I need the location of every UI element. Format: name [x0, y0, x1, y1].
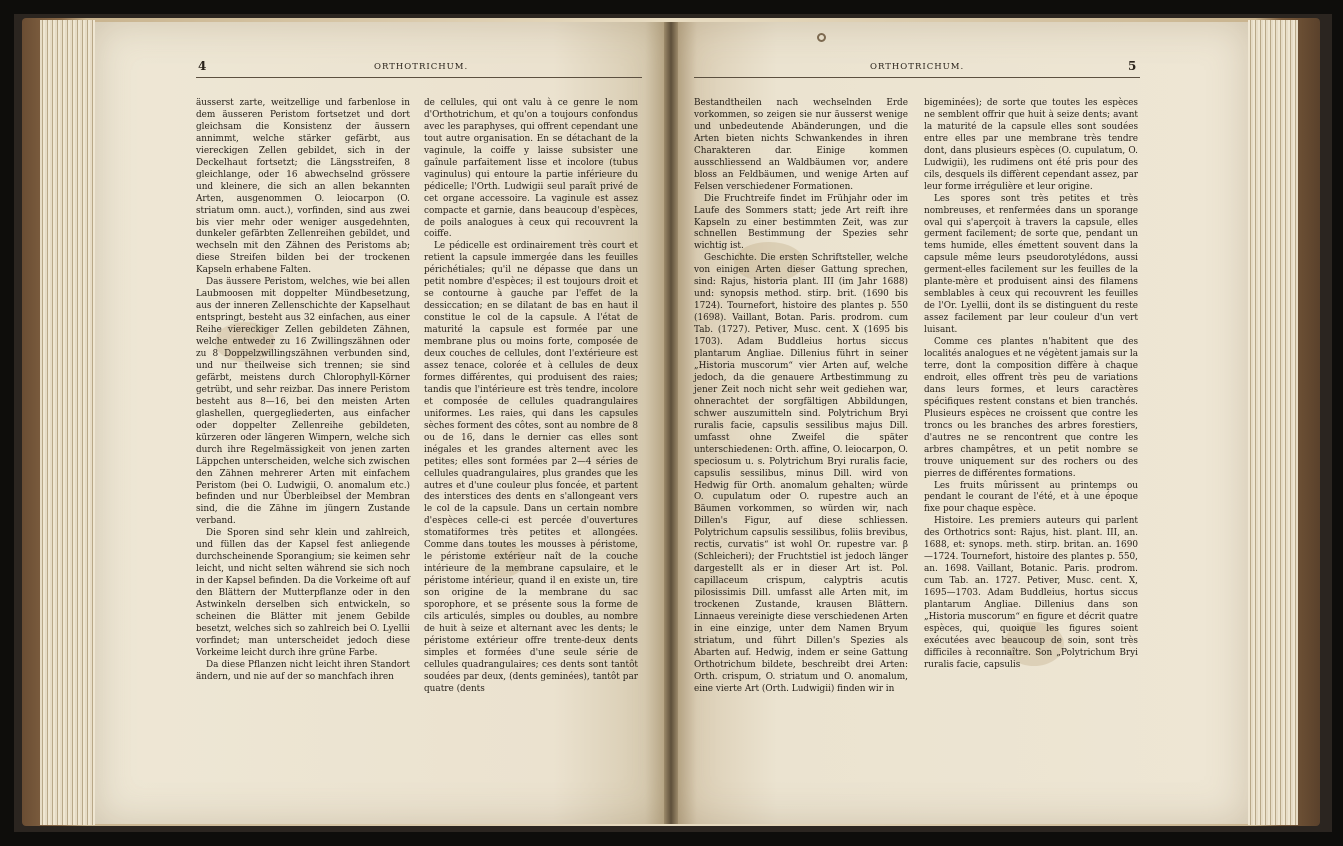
paragraph: de cellules, qui ont valu à ce genre le nom d'Orthotrichum, et qu'on a toujours confondus avec les paraphyses, qui offrent cependant une tout autre organisation. En se détachant de la vaginule, la coiffe y laisse subsister une gaînule parfaitement lisse et incolore (tubus vaginulus) qui entoure la partie inférieure du pédicelle; l'Orth. Ludwigii seul paraît privé de cet organe accessoire. La vaginule est assez compacte et garnie, dans beaucoup d'espèces, de poils analogues à ceux qui recouvrent la coiffe. — [424, 98, 638, 240]
paragraph: Das äussere Peristom, welches, wie bei allen Laubmoosen mit doppelter Mündbesetzung, aus der inneren Zellenschichte der Kapselhaut entspringt, besteht aus 32 einfachen, aus einer Reihe viereckiger Zellen gebildeten Zähnen, welche entweder zu 16 Zwillingszähnen oder zu 8 Doppelzwillingszähnen verbunden sind, und nur theilweise sich trennen; sie sind gefärbt, meistens durch Chlorophyll-Körner getrübt, und sehr reizbar. Das innere Peristom besteht aus 8—16, bei den meisten Arten glashellen, quergegliederten, aus einfacher oder doppelter Zellenreihe gebildeten, kürzeren oder längeren Wimpern, welche sich durch ihre Regelmässigkeit von jenen zarten Läppchen unterscheiden, welche sich zwischen den Zähnen mehrerer Arten mit einfachem Peristom (bei O. Ludwigii, O. anomalum etc.) befinden und nur Überbleibsel der Membran sind, die die Zähne im jüngern Zustande verband. — [196, 277, 410, 527]
running-head-right: ORTHOTRICHUM. — [870, 62, 965, 72]
paragraph: Les spores sont très petites et très nombreuses, et renfermées dans un sporange oval qui s'aperçoit à travers la capsule, elles germent facilement; de sorte que, pendant un tems humide, elles émettent souvent dans la capsule même leurs pseudorotylédons, aussi germent-elles facilement sur les feuilles de la plante-mère et produisent ainsi des filamens semblables à ceux qui recouvrent les feuilles de l'Or. Lyellii, dont ils se distinguent du reste assez facilement par leur couleur d'un vert luisant. — [924, 193, 1138, 336]
paragraph: Da diese Pflanzen nicht leicht ihren Standort ändern, und nie auf der so manchfach ihren — [196, 659, 410, 682]
paragraph: Die Sporen sind sehr klein und zahlreich, und füllen das der Kapsel fest anliegende durchscheinende Sporangium; sie keimen sehr leicht, und nicht selten während sie sich noch in der Kapsel befinden. Da die Vorkeime oft auf den Blättern der Mutterpflanze oder in den Astwinkeln derselben sich entwickeln, so scheinen die Blätter mit jenem Gebilde besetzt, welches sich so zahlreich bei O. Lyellii vorfindet; man unterscheidet jedoch diese Vorkeime leicht durch ihre grüne Farbe. — [196, 528, 410, 658]
paragraph: Histoire. Les premiers auteurs qui parlent des Orthotrics sont: Rajus, hist. plant. III, an. 1688, et: synops. meth. stirp. britan. an. 1690—1724. Tournefort, histoire des plantes p. 550, an. 1698. Vaillant, Botanic. Paris. prodrom. cum Tab. an. 1727. Petiver, Musc. cent. X, 1695—1703. Adam Buddleius, hortus siccus plantarum Angliae. Dillenius dans son „Historia muscorum“ en figure et décrit quatre espèces, qui, quoique les figures soient exécutées avec beaucoup de soin, sont très difficiles à reconnaître. Son „Polytrichum Bryi ruralis facie, capsulis — [924, 516, 1138, 670]
page-number-left: 4 — [198, 59, 207, 73]
paragraph: bigeminées); de sorte que toutes les espèces ne semblent offrir que huit à seize dents; avant la maturité de la capsule elles sont soudées entre elles par une membrane très tendre dont, dans plusieurs espèces (O. cupulatum, O. Ludwigii), les rudimens ont été pris pour des cils, desquels ils diffèrent cependant assez, par leur forme irrégulière et leur origine. — [924, 98, 1138, 192]
paragraph: Le pédicelle est ordinairement très court et retient la capsule immergée dans les feuilles périchétiales; qu'il ne dépasse que dans un petit nombre d'espèces; il est toujours droit et se contourne à gauche par l'effet de la dessiccation; en se dilatant de bas en haut il constitue le col de la capsule. A l'état de maturité la capsule est formée par une membrane plus ou moins forte, composée de deux couches de cellules, dont l'extérieure est assez tenace, colorée et à cellules de deux formes différentes, qui produisent des raies; tandis que l'intérieure est très tendre, incolore et composée de cellules quadrangulaires uniformes. Les raies, qui dans les capsules sèches forment des côtes, sont au nombre de 8 ou de 16, dans le dernier cas elles sont inégales et les grandes alternent avec les petites; elles sont formées par 2—4 séries de cellules quadrangulaires, plus grandes que les autres et d'une couleur plus foncée, et partent des interstices des dents en s'allongeant vers le col de la capsule. Dans un certain nombre d'espèces celle-ci est percée d'ouvertures stomatiformes très petites et allongées. Comme dans toutes les mousses à péristome, le péristome extérieur naît de la couche intérieure de la membrane capsulaire, et le péristome intérieur, quand il en existe un, tire son origine de la membrane du sac sporophore, et se présente sous la forme de cils articulés, simples ou doubles, au nombre de huit à seize et alternant avec les dents; le péristome extérieur offre trente-deux dents simples et formées d'une seule série de cellules quadrangulaires; ces dents sont tantôt soudées par deux, (dents geminées), tantôt par quatre (dents — [424, 241, 638, 694]
left-page-column-german — [196, 98, 410, 688]
left-page-column-french — [424, 98, 638, 694]
paragraph: Die Fruchtreife findet im Frühjahr oder im Laufe des Sommers statt; jede Art reift ihre Kapseln zu einer bestimmten Zeit, was zur schnellen Bestimmung der Spezies sehr wichtig ist. — [694, 193, 908, 252]
paragraph: Geschichte. Die ersten Schriftsteller, welche von einigen Arten dieser Gattung sprechen, sind: Rajus, historia plant. III (im Jahr 1688) und: synopsis method. stirp. brit. (1690 bis 1724). Tournefort, histoire des plantes p. 550 (1698). Vaillant, Botan. Paris. prodrom. cum Tab. (1727). Petiver, Musc. cent. X (1695 bis 1703). Adam Buddleius hortus siccus plantarum Angliae. Dillenius führt in seiner „Historia muscorum“ vier Arten auf, welche jedoch, da die genauere Artbestimmung zu jener Zeit noch nicht sehr weit gediehen war, ohnerachtet der sorgfältigen Abbildungen, schwer auszumitteln sind. Polytrichum Bryi ruralis facie, capsulis sessilibus majus Dill. umfasst ohne Zweifel die später unterschiedenen: Orth. affine, O. leiocarpon, O. speciosum u. s. Polytrichum Bryi ruralis facie, capsulis sessilibus, minus Dill. wird von Hedwig für Orth. anomalum gehalten; würde O. cupulatum oder O. rupestre auch an Bäumen vorkommen, so würden wir, nach Dillen's Figur, auf diese schliessen. Polytrichum capsulis sessilibus, foliis brevibus, rectis, curvatis“ ist wohl Or. rupestre var. β (Schleicheri); der Fruchtstiel ist jedoch länger dargestellt als er in dieser Art ist. Pol. capillaceum crispum, calyptris acutis pilosissimis Dill. umfasst alle Arten mit, im trockenen Zustande, krausen Blättern. Linnaeus vereinigte diese verschiedenen Arten in eine einzige, unter dem Namen Bryum striatum, und führt Dillen's Spezies als Abarten auf. Hedwig, indem er seine Gattung Orthotrichum bildete, beschreibt drei Arten: Orth. crispum, O. striatum und O. anomalum, eine vierte Art (Orth. Ludwigii) finden wir in — [694, 253, 908, 694]
header-rule-right — [694, 77, 1140, 78]
page-edges-left — [40, 20, 95, 825]
right-page-column-french — [924, 98, 1138, 688]
running-head-left: ORTHOTRICHUM. — [374, 62, 469, 72]
paragraph: Comme ces plantes n'habitent que des localités analogues et ne végètent jamais sur la terre, dont la composition diffère à chaque endroit, elles offrent très peu de variations dans leurs formes, et leurs caractères spécifiques restent constans et bien tranchés. Plusieurs espèces ne croissent que contre les troncs ou les branches des arbres forestiers, d'autres ne se rencontrent que contre les arbres champêtres, et un petit nombre se trouve uniquement sur des rochers ou des pierres de différentes formations. — [924, 337, 1138, 479]
header-rule-left — [196, 77, 642, 78]
page-edges-right — [1248, 20, 1298, 825]
paragraph: Les fruits mûrissent au printemps ou pendant le courant de l'été, et à une époque fixe pour chaque espèce. — [924, 480, 1138, 515]
paragraph: Bestandtheilen nach wechselnden Erde vorkommen, so zeigen sie nur äusserst wenige und unbedeutende Abänderungen, und die Arten bieten nichts Schwankendes in ihren Charakteren dar. Einige kommen ausschliessend an Waldbäumen vor, andere bloss an Feldbäumen, und wenige Arten auf Felsen verschiedener Formationen. — [694, 98, 908, 192]
paragraph: äusserst zarte, weitzellige und farbenlose in dem äusseren Peristom fortsetzet und dort gleichsam die Konsistenz der äussern annimmt, welche stärker gefärbt, aus viereckigen Zellen gebildet, sich in der Deckelhaut fortsetzt; die Längsstreifen, 8 gleichlange, oder 16 abwechselnd grössere und kleinere, die sich an allen bekannten Arten, ausgenommen O. leiocarpon (O. striatum omn. auct.), vorfinden, sind aus zwei bis vier mehr oder weniger ausgedehnten, dunkeler gefärbten Zellenreihen gebildet, und wechseln mit den Zähnen des Peristoms ab; diese Streifen bilden bei der trockenen Kapseln erhabene Falten. — [196, 98, 410, 276]
book-gutter — [664, 22, 678, 824]
right-page-column-german — [694, 98, 908, 694]
binding-ornament — [817, 33, 826, 42]
page-number-right: 5 — [1128, 59, 1137, 73]
